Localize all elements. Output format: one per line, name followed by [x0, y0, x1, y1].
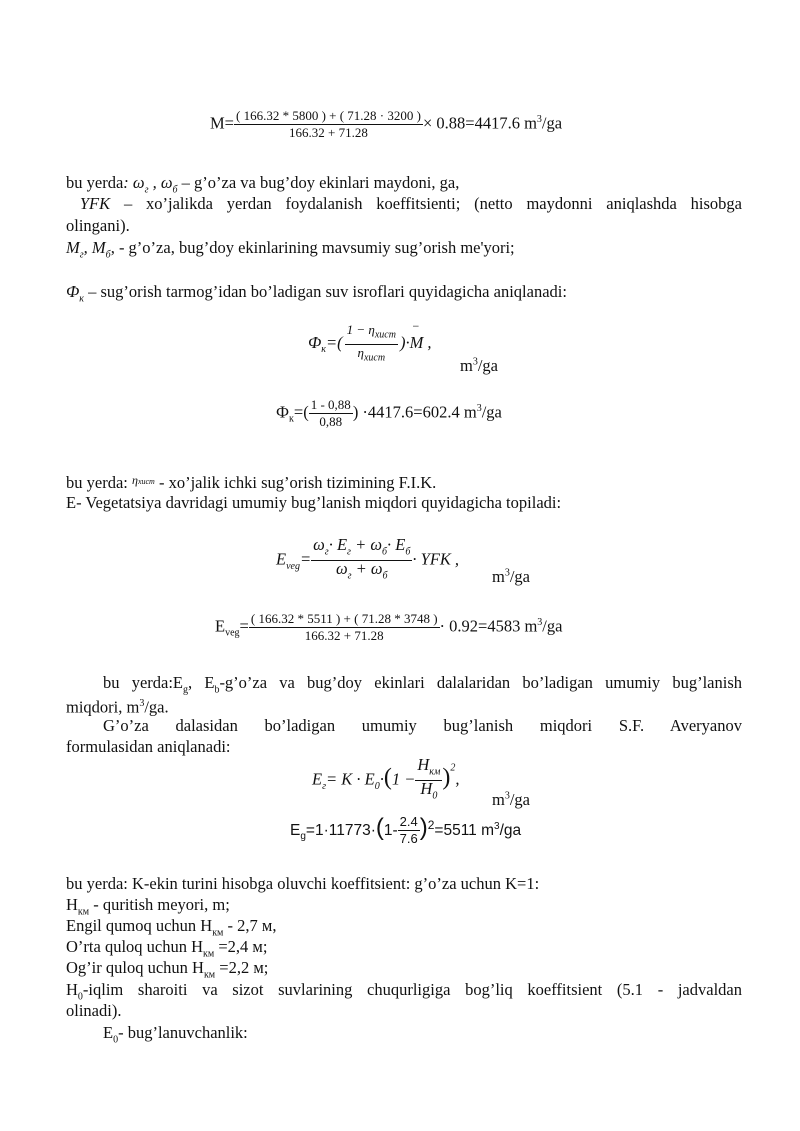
formula-result: × 0.88=4417.6 m: [422, 113, 537, 133]
paren-open: (: [383, 764, 392, 791]
formula-e: $E_{veg}=$ $\frac{\omega_г\cdot E_г + \omega_б\cdot E_б}{\omega_г + \omega_б}$ · YFK ,: [276, 537, 459, 585]
formula-lhs: M=: [210, 113, 234, 133]
fraction: [234, 108, 423, 141]
paragraph-crop-areas: bu yerda: $\omega_г$ , $\omega_б$ – g’o’za va bug’doy ekinlari maydoni, ga,: [66, 173, 460, 196]
formula-f-unit: $m^3/ga$: [460, 356, 499, 375]
unit-exponent: 3: [536, 113, 542, 125]
formula-eg2: $E_g=1\cdot 11773\cdot(1-$ $\frac{2.4}{7.6}$ )$^2$=5511 $m^3/ga$: [290, 814, 522, 847]
paragraph-evaporation: E- Vegetatsiya davridagi umumiy bug’lanish miqdori quyidagicha topiladi:: [66, 493, 562, 512]
paragraph-eg-eb: bu $yerda:E_g$, $E_b-g’o’za$ va bug’doy ekinlari dalalaridan bo’ladigan umumiy bug’lanish: [103, 673, 742, 696]
paragraph-h0-cont: olinadi).: [66, 1001, 122, 1020]
fraction: $\frac{H_{км}}{H_0}$: [417, 755, 441, 802]
formula-eg: $E_г= K \cdot E_0\cdot(1$ − $\frac{H_{км}}{H_0}$ )$^2$,: [312, 757, 459, 805]
fraction: $\frac{( 166.32 * 5511 ) + ( 71.28 * 3748 )}{166.32 + 71.28}$: [250, 611, 438, 643]
fraction-denominator: 166.32 + 71.28: [289, 125, 368, 140]
paragraph-heavy-loam: Og’ir quloq uchun $H_{км} =2,2$ м;: [66, 958, 269, 981]
paragraph-medium-loam: O’rta quloq uchun $H_{км} =2,4$ м;: [66, 937, 268, 960]
paragraph-water-loss: $Ф_к$ – sug’orish tarmog’idan bo’ladigan suv isroflari quyidagicha aniqlanadi:: [66, 282, 567, 305]
fraction: $\frac{\omega_г\cdot E_г + \omega_б\cdot E_б}{\omega_г + \omega_б}$: [313, 535, 411, 582]
paragraph-eg-eb-cont: miqdori, $m^3/ga$.: [66, 697, 169, 717]
paragraph-yfk-cont: olingani).: [66, 216, 130, 235]
paragraph-light-loam: Engil qumoq uchun $H_{км} - 2,7$ м,: [66, 916, 277, 939]
fraction: $\frac{2.4}{7.6}$: [399, 814, 418, 847]
paragraph-yfk: YFK – xo’jalikda yerdan foydalanish koeffitsienti; (netto maydonni aniqlashda hisobga: [79, 194, 743, 213]
fraction: $\frac{1 - \eta_{хист}}{\eta_{хист}}$: [346, 322, 396, 364]
fraction: $\frac{1 - 0,88}{0,88}$: [310, 397, 351, 429]
formula-e2: $E_{veg}=$ $\frac{( 166.32 * 5511 ) + ( 71.28 * 3748 )}{166.32 + 71.28}$ · 0.92=4583 $m^3/ga$: [215, 611, 563, 643]
formula-f: $Ф_к=$( $\frac{1 - \eta_{хист}}{\eta_{хист}}$ )· − M ,: [308, 322, 431, 366]
unit-text: /ga: [541, 113, 563, 133]
paragraph-k-coefficient: bu yerda: K-ekin turini hisobga oluvchi koeffitsient: g’o’za uchun K=1:: [66, 874, 540, 893]
paragraph-averyanov-cont: formulasidan aniqlanadi:: [66, 737, 231, 756]
formula-f2: $Ф_к=$( $\frac{1 - 0,88}{0,88}$ ) ·4417.6=602.4 $m^3/ga$: [276, 397, 502, 429]
paren-close: ): [442, 764, 451, 791]
paragraph-averyanov: G’o’za dalasidan bo’ladigan umumiy bug’lanish miqdori S.F. Averyanov: [103, 716, 742, 735]
paragraph-efficiency: bu yerda: $^\eta_{хист}$ - xo’jalik ichki sug’orish tizimining F.I.K.: [66, 473, 437, 492]
paragraph-irrigation-norm: $M_г$, $M_б$, - g’o’za, bug’doy ekinlarining mavsumiy sug’orish me'yori;: [66, 238, 515, 261]
paragraph-e0: $E_0-$ bug’lanuvchanlik:: [103, 1023, 248, 1046]
formula-eg-unit: $m^3/ga$: [492, 790, 531, 809]
paragraph-hkm: $H_{км}$ - quritish meyori, m;: [66, 895, 230, 918]
formula-m: [210, 108, 562, 141]
paragraph-h0: $H_0$-iqlim sharoiti va sizot suvlarining chuqurligiga bog’liq koeffitsient (5.1 - jadvaldan: [66, 980, 742, 1003]
formula-e-unit: $m^3/ga$: [492, 567, 531, 586]
fraction-numerator: ( 166.32 * 5800 ) + ( 71.28 · 3200 ): [235, 108, 421, 123]
